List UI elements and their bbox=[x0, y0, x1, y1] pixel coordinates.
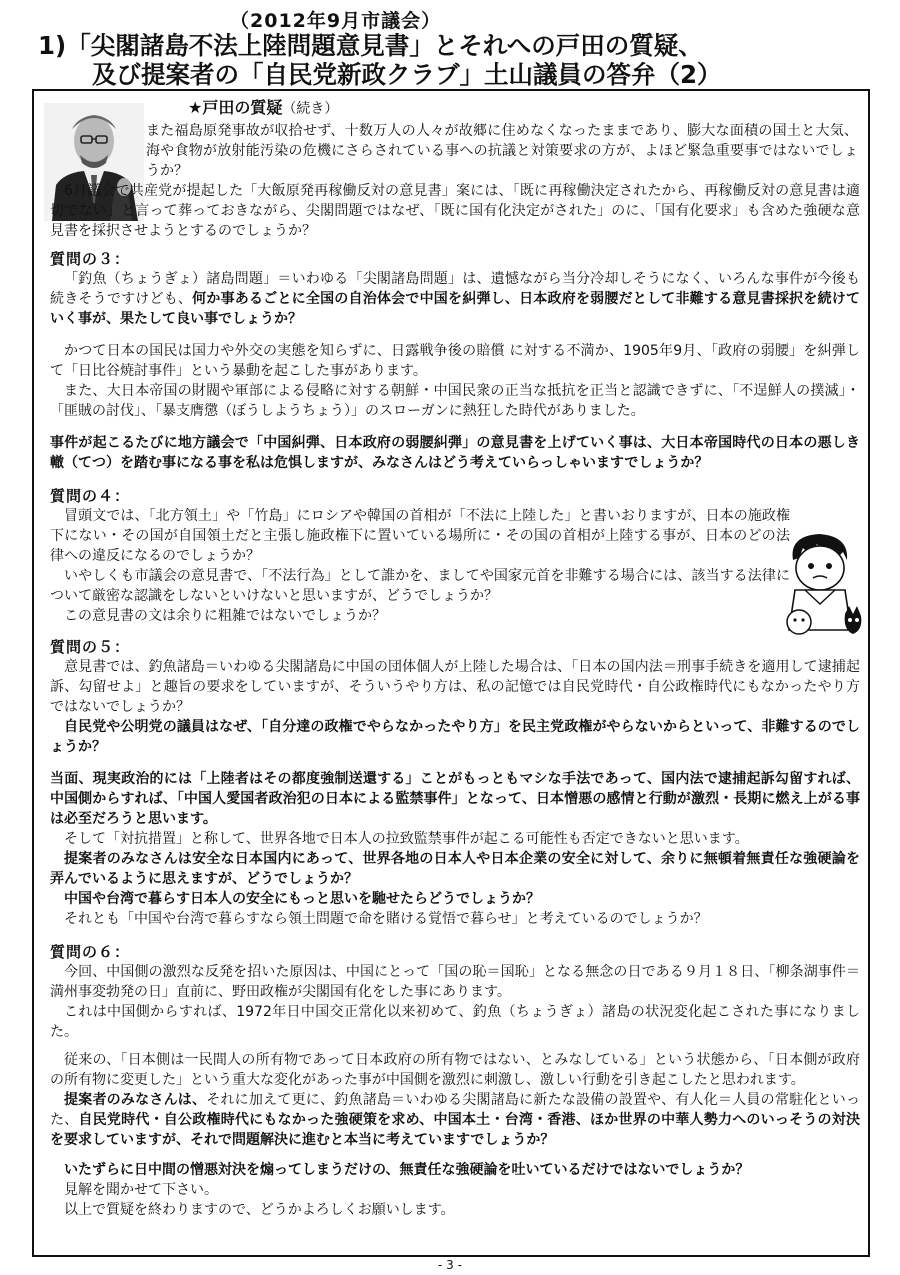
question-6-text-a: 提案者のみなさんは、 bbox=[64, 1092, 207, 1108]
question-3-text-a: 「釣魚（ちょうぎょ）諸島問題」＝いわゆる「尖閣諸島問題」は、遺憾ながら当分冷却しそうになく、いろんな事件が今後も続きそうですけども、 bbox=[50, 271, 860, 307]
question-4-paragraph-1: 冒頭文では、「北方領土」や「竹島」にロシアや韓国の首相が「不法に上陸した」と書いおりますが、日本の施政権下にない・その国が自国領土だと主張し施政権下に置いている場所に・その国の首相が上陸する事が、日本のどの法律への違反になるのでしょうか？ bbox=[50, 508, 790, 564]
question-6-paragraph-4 bbox=[50, 1090, 860, 1150]
question-3-heading: 質問の３： bbox=[50, 250, 131, 268]
question-5-paragraph-6: 中国や台湾で暮らす日本人の安全にもっと思いを馳せたらどうでしょうか？ bbox=[64, 891, 540, 907]
question-5-paragraph-4: そして「対抗措置」と称して、世界各地で日本人の拉致監禁事件が起こる可能性も否定できないと思います。 bbox=[64, 831, 749, 847]
question-5 bbox=[50, 637, 860, 929]
question-3-paragraph-1 bbox=[50, 269, 860, 329]
section-heading bbox=[188, 95, 338, 118]
question-6-paragraph-7: 以上で質疑を終わりますので、どうかよろしくお願いします。 bbox=[64, 1202, 455, 1218]
page-number: - 3 - bbox=[438, 1258, 462, 1272]
question-5-paragraph-5: 提案者のみなさんは安全な日本国内にあって、世界各地の日本人や日本企業の安全に対して、余りに無頓着無責任な強硬論を弄んでいるように思えますが、どうでしょうか？ bbox=[50, 851, 860, 887]
question-4-heading: 質問の４： bbox=[50, 487, 131, 505]
intro-paragraph-1: また福島原発事故が収拾せず、十数万人の人々が故郷に住めなくなったままであり、膨大な面積の国土と大気、海や食物が放射能汚染の危機にさらされている事への抗議と対策要求の方が、よほど緊急重要事ではないでしょうか？ bbox=[146, 123, 858, 179]
question-5-paragraph-7: それとも「中国や台湾で暮らすなら領土問題で命を賭ける覚悟で暮らせ」と考えているのでしょうか？ bbox=[64, 911, 708, 927]
question-6-paragraph-6: 見解を聞かせて下さい。 bbox=[64, 1182, 218, 1198]
question-3-paragraph-2: かつて日本の国民は国力や外交の実態を知らずに、日露戦争後の賠償 に対する不満か、1905年9月、「政府の弱腰」を糾弾して「日比谷焼討事件」という暴動を起こした事があります。 bbox=[50, 343, 860, 379]
section-heading-text: ★戸田の質疑 bbox=[188, 98, 283, 117]
question-6-paragraph-2: これは中国側からすれば、1972年日中国交正常化以来初めて、釣魚（ちょうぎょ）諸島の状況変化起こされた事になりました。 bbox=[50, 1004, 860, 1040]
question-6-text-b: それに加えて更に、釣魚諸島＝いわゆる尖閣諸島に新たな設備の設置や、有人化＝人員の常駐化といった、 bbox=[50, 1092, 860, 1128]
question-4 bbox=[50, 486, 790, 626]
question-6-heading: 質問の６： bbox=[50, 943, 131, 961]
question-3-paragraph-4: 事件が起こるたびに地方議会で「中国糾弾、日本政府の弱腰糾弾」の意見書を上げていく事は、大日本帝国時代の日本の悪しき轍（てつ）を踏む事になる事を私は危惧しますが、みなさんはどう考えていらっしゃいますでしょうか？ bbox=[50, 435, 860, 471]
section-heading-cont: （続き） bbox=[282, 101, 339, 117]
question-6 bbox=[50, 942, 860, 1220]
page-title bbox=[38, 31, 722, 89]
question-6-paragraph-5: いたずらに日中間の憎悪対決を煽ってしまうだけの、無責任な強硬論を吐いているだけではないでしょうか？ bbox=[64, 1162, 750, 1178]
question-5-paragraph-2: 自民党や公明党の議員はなぜ、「自分達の政権でやらなかったやり方」を民主党政権がやらないからといって、非難するのでしょうか？ bbox=[50, 719, 860, 755]
question-3-text-b: 何か事あるごとに全国の自治体会で中国を糾弾し、日本政府を弱腰だとして非難する意見書採択を続けていく事が、果たして良い事でしょうか？ bbox=[50, 291, 861, 327]
question-6-paragraph-3: 従来の、「日本側は一民間人の所有物であって日本政府の所有物ではない、とみなしている」という状態から、「日本側が政府の所有物に変更した」という重大な変化があった事が中国側を激烈に刺激し、激しい行動を引き起こしたと思われます。 bbox=[50, 1052, 860, 1088]
title-line-1: 1)「尖閣諸島不法上陸問題意見書」とそれへの戸田の質疑、 bbox=[38, 31, 703, 60]
session-date: （2012年9月市議会） bbox=[230, 10, 442, 32]
question-3 bbox=[50, 249, 860, 473]
question-5-paragraph-1: 意見書では、釣魚諸島＝いわゆる尖閣諸島に中国の団体個人が上陸した場合は、「日本の国内法＝刑事手続きを適用して逮捕起訴、勾留せよ」と趣旨の要求をしていますが、そういうやり方は、私の記憶では自民党時代・自公政権時代にもなかったやり方ではないでしょうか？ bbox=[50, 659, 860, 715]
question-4-paragraph-3: この意見書の文は余りに粗雑ではないでしょうか？ bbox=[64, 608, 386, 624]
title-line-2: 及び提案者の「自民党新政クラブ」土山議員の答弁（2） bbox=[92, 60, 722, 89]
question-6-paragraph-1: 今回、中国側の激烈な反発を招いた原因は、中国にとって「国の恥＝国恥」となる無念の日である９月１８日、「柳条湖事件＝満州事変勃発の日」直前に、野田政権が尖閣国有化をした事にあります。 bbox=[50, 964, 860, 1000]
question-5-heading: 質問の５： bbox=[50, 638, 131, 656]
cartoon-boy-illustration bbox=[775, 530, 865, 642]
intro-paragraph-2: 6月議会で共産党が提起した「大飯原発再稼働反対の意見書」案には、「既に再稼働決定されたから、再稼働反対の意見書は適切でない」と言って葬っておきながら、尖閣問題ではなぜ、「既に国有化決定がされた」のに、「国有化要求」も含めた強硬な意見書を採択させようとするのでしょうか？ bbox=[50, 183, 860, 239]
question-5-paragraph-3: 当面、現実政治的には「上陸者はその都度強制送還する」ことがもっともマシな手法であって、国内法で逮捕起訴勾留すれば、中国側からすれば、「中国人愛国者政治犯の日本による監禁事件」となって、日本憎悪の感情と行動が激烈・長期に燃え上がる事は必至だろうと思います。 bbox=[50, 771, 860, 827]
question-4-paragraph-2: いやしくも市議会の意見書で、「不法行為」として誰かを、ましてや国家元首を非難する場合には、該当する法律について厳密な認識をしないといけないと思いますが、どうでしょうか？ bbox=[50, 568, 790, 604]
question-6-text-c: 自民党時代・自公政権時代にもなかった強硬策を求め、中国本土・台湾・香港、ほか世界の中華人勢力へのいっそうの対決を要求していますが、それで問題解決に進むと本当に考えていますでしょうか？ bbox=[50, 1112, 861, 1148]
question-3-paragraph-3: また、大日本帝国の財閥や軍部による侵略に対する朝鮮・中国民衆の正当な抵抗を正当と認識できずに、「不逞鮮人の撲滅」・「匪賊の討伐」、「暴支膺懲（ぼうしようちょう）」のスローガンに熱狂した時代がありました。 bbox=[50, 383, 860, 419]
